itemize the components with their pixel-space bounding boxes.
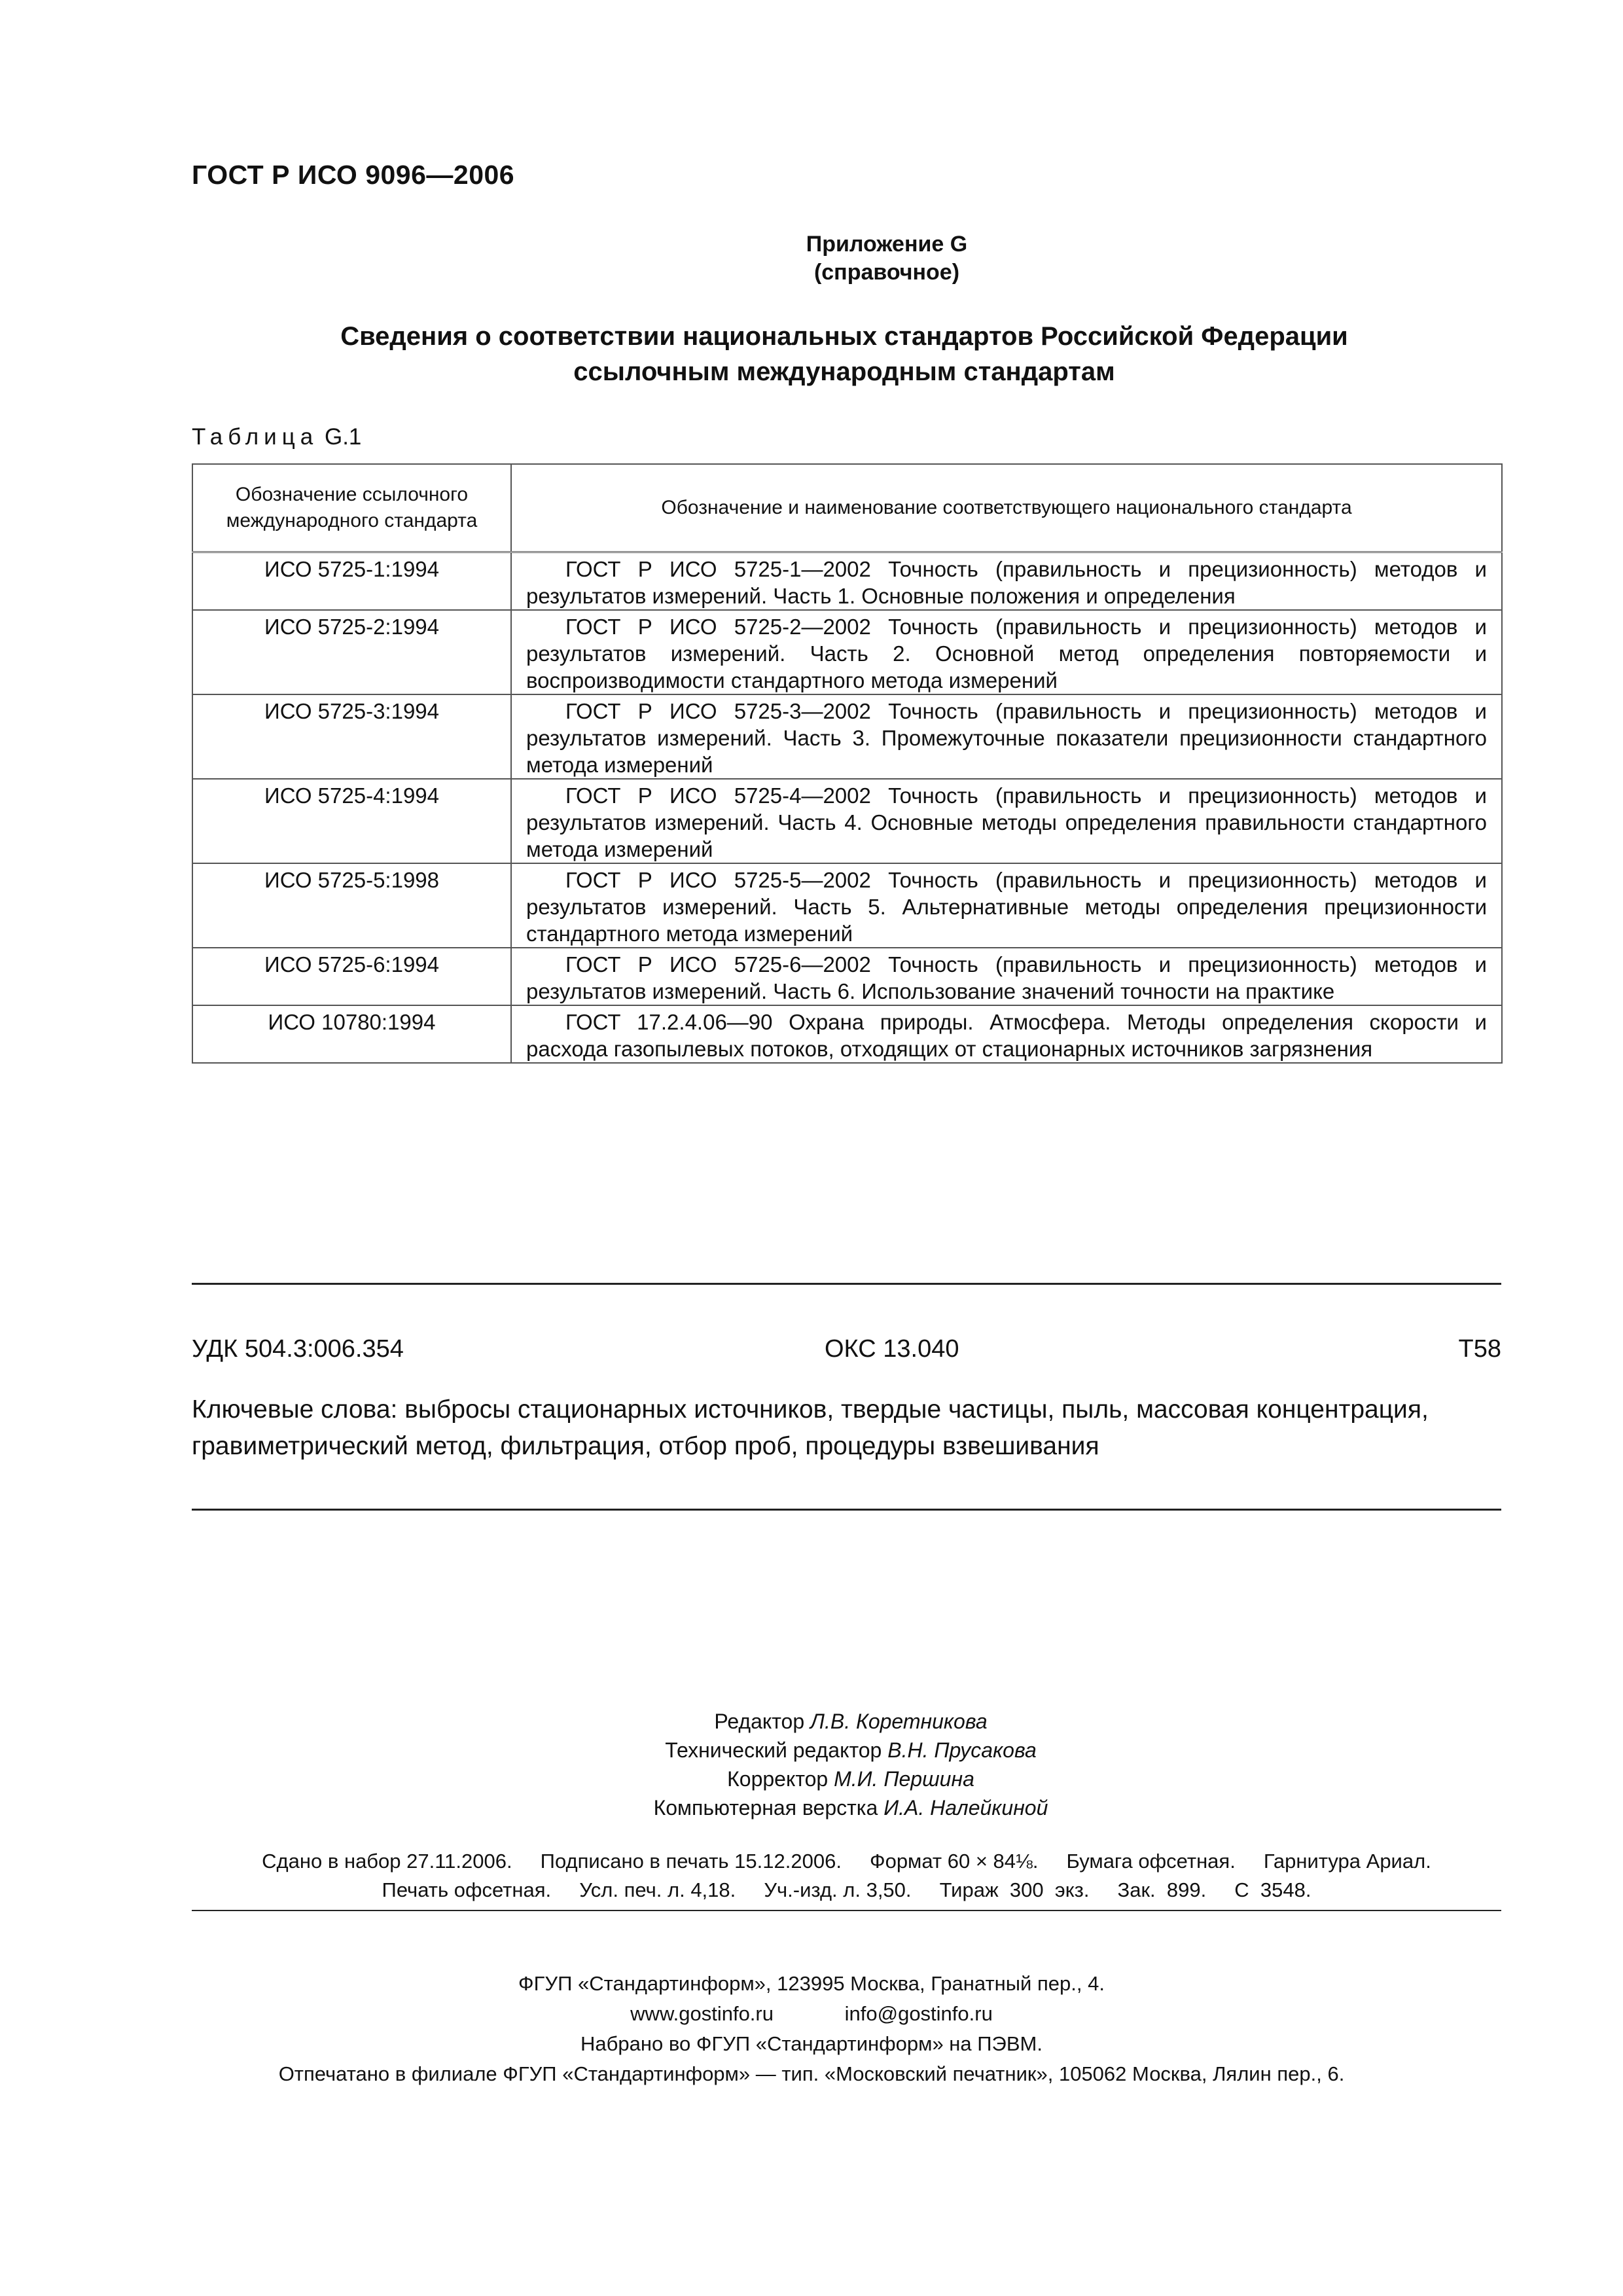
credit-row (0, 1707, 1623, 1736)
table-row (192, 863, 1502, 948)
credit-row (0, 1736, 1623, 1765)
section-title-line-1: Сведения о соответствии национальных стандартов Российской Федерации (340, 322, 1348, 351)
divider-rule (192, 1910, 1501, 1911)
credit-name: Л.В. Коретникова (810, 1710, 988, 1733)
national-standard-cell: ГОСТ Р ИСО 5725-4—2002 Точность (правильность и прецизионность) методов и результатов измерений. Часть 4. Основные методы определения правильности стандартного метода измерений (511, 779, 1502, 863)
table-header-row (192, 464, 1502, 552)
table-row (192, 779, 1502, 863)
national-standard-cell: ГОСТ 17.2.4.06—90 Охрана природы. Атмосфера. Методы определения скорости и расхода газопылевых потоков, отходящих от стационарных источников загрязнения (511, 1005, 1502, 1063)
appendix-heading (0, 230, 1623, 287)
publisher-contacts (0, 1999, 1623, 2029)
column-header-national: Обозначение и наименование соответствующего национального стандарта (511, 464, 1502, 552)
keywords-label: Ключевые слова: (192, 1395, 398, 1424)
print-info (192, 1847, 1501, 1905)
appendix-title: Приложение G (806, 232, 968, 257)
typeset-note: Набрано во ФГУП «Стандартинформ» на ПЭВМ. (580, 2032, 1043, 2055)
document-code-header: ГОСТ Р ИСО 9096—2006 (192, 160, 515, 190)
credits-block (0, 1707, 1623, 1822)
print-info-line-1: Сдано в набор 27.11.2006. Подписано в печать 15.12.2006. Формат 60 × 84⅛. Бумага офсетная. Гарнитура Ариал. (262, 1850, 1431, 1873)
divider-rule (192, 1509, 1501, 1511)
divider-rule (192, 1283, 1501, 1285)
udk-code: УДК 504.3:006.354 (192, 1335, 404, 1363)
credit-name: И.А. Налейкиной (883, 1796, 1048, 1820)
table-row (192, 694, 1502, 779)
standards-table (192, 463, 1503, 1064)
international-code-cell: ИСО 5725-1:1994 (192, 552, 511, 611)
table-caption (192, 424, 361, 450)
credit-name: М.И. Першина (834, 1767, 974, 1791)
publisher-website: www.gostinfo.ru (630, 2002, 774, 2025)
table-row (192, 610, 1502, 694)
international-code-cell: ИСО 5725-2:1994 (192, 610, 511, 694)
international-code-cell: ИСО 5725-3:1994 (192, 694, 511, 779)
table-row (192, 552, 1502, 611)
table-row (192, 948, 1502, 1005)
international-code-cell: ИСО 5725-4:1994 (192, 779, 511, 863)
credit-role: Технический редактор (665, 1738, 882, 1762)
credit-role: Редактор (714, 1710, 805, 1733)
table-row (192, 1005, 1502, 1063)
print-info-line-2: Печать офсетная. Усл. печ. л. 4,18. Уч.-изд. л. 3,50. Тираж 300 экз. Зак. 899. С 3548. (382, 1878, 1311, 1901)
national-standard-cell: ГОСТ Р ИСО 5725-1—2002 Точность (правильность и прецизионность) методов и результатов измерений. Часть 1. Основные положения и определения (511, 552, 1502, 611)
oks-code: ОКС 13.040 (825, 1335, 959, 1363)
section-title (157, 319, 1531, 389)
keywords-block (192, 1391, 1507, 1465)
credit-role: Корректор (727, 1767, 829, 1791)
keywords-text: выбросы стационарных источников, твердые частицы, пыль, массовая концентрация, гравиметрический метод, фильтрация, отбор проб, процедуры взвешивания (192, 1395, 1429, 1460)
international-code-cell: ИСО 5725-6:1994 (192, 948, 511, 1005)
national-standard-cell: ГОСТ Р ИСО 5725-3—2002 Точность (правильность и прецизионность) методов и результатов измерений. Часть 3. Промежуточные показатели прецизионности стандартного метода измерений (511, 694, 1502, 779)
column-header-international: Обозначение ссылочного международного стандарта (192, 464, 511, 552)
international-code-cell: ИСО 5725-5:1998 (192, 863, 511, 948)
credit-role: Компьютерная верстка (653, 1796, 878, 1820)
publisher-block (0, 1969, 1623, 2089)
printed-note: Отпечатано в филиале ФГУП «Стандартинформ» — тип. «Московский печатник», 105062 Москва, Лялин пер., 6. (278, 2062, 1345, 2085)
table-caption-word: Таблица (192, 424, 319, 450)
publisher-email: info@gostinfo.ru (844, 2002, 993, 2025)
section-title-line-2: ссылочным международным стандартам (573, 357, 1115, 386)
credit-name: В.Н. Прусакова (887, 1738, 1037, 1762)
credit-row (0, 1793, 1623, 1822)
international-code-cell: ИСО 10780:1994 (192, 1005, 511, 1063)
national-standard-cell: ГОСТ Р ИСО 5725-5—2002 Точность (правильность и прецизионность) методов и результатов измерений. Часть 5. Альтернативные методы определения прецизионности стандартного метода измерений (511, 863, 1502, 948)
national-standard-cell: ГОСТ Р ИСО 5725-2—2002 Точность (правильность и прецизионность) методов и результатов измерений. Часть 2. Основной метод определения повторяемости и воспроизводимости стандартного метода измерений (511, 610, 1502, 694)
table-caption-number: G.1 (324, 424, 362, 450)
credit-row (0, 1765, 1623, 1793)
group-code: Т58 (1458, 1335, 1501, 1363)
publisher-address: ФГУП «Стандартинформ», 123995 Москва, Гранатный пер., 4. (518, 1972, 1105, 1995)
appendix-kind: (справочное) (813, 260, 960, 285)
national-standard-cell: ГОСТ Р ИСО 5725-6—2002 Точность (правильность и прецизионность) методов и результатов измерений. Часть 6. Использование значений точности на практике (511, 948, 1502, 1005)
